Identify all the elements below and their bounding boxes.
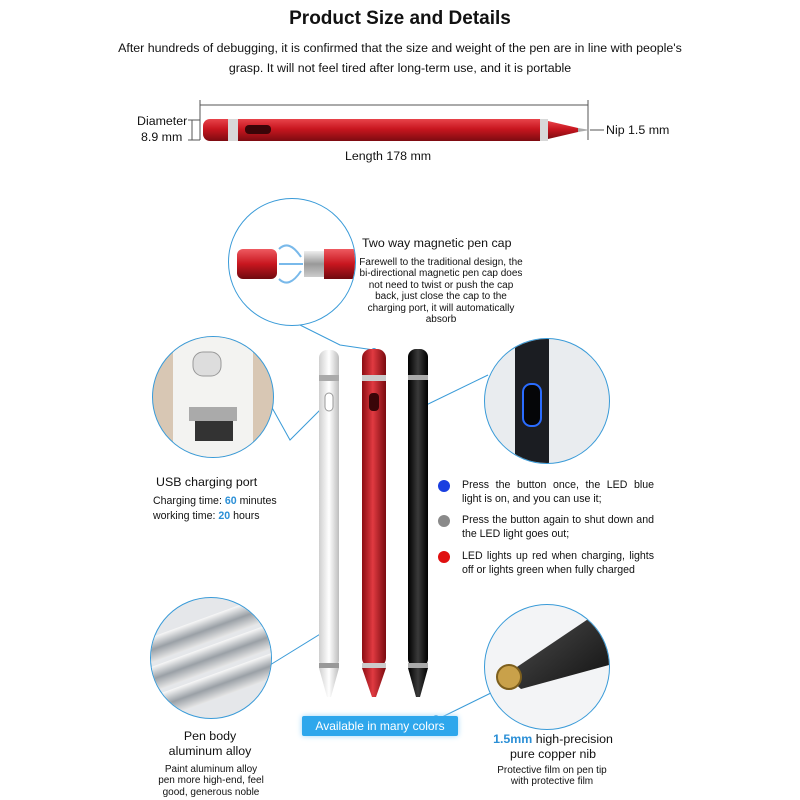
page-subtitle: After hundreds of debugging, it is confirmed that the size and weight of the pen are in line with people's grasp. It will not feel tired after long-term use, and it is portable (118, 41, 682, 75)
nib-title: 1.5mm high-precision pure copper nib (493, 732, 613, 761)
led-red-text: LED lights up red when charging, lights off or lights green when fully charged (462, 550, 654, 576)
charging-time: Charging time: 60 minutes (153, 495, 277, 507)
diameter-label: Diameter (137, 114, 188, 128)
white-pen (319, 350, 339, 697)
aluminum-desc: Paint aluminum alloy pen more high-end, feel good, generous noble (158, 764, 264, 798)
charging-time-value: 60 (224, 495, 237, 507)
red-pen (362, 349, 386, 697)
three-pens (305, 345, 445, 705)
length-label: Length 178 mm (345, 149, 432, 163)
nib-desc: Protective film on pen tip with protective film (497, 765, 607, 788)
usb-port-image (152, 336, 274, 458)
nib-size-highlight: 1.5mm (493, 732, 533, 746)
led-off-text: Press the button again to shut down and the LED light goes out; (462, 514, 654, 540)
usb-title: USB charging port (156, 475, 258, 489)
led-blue-text: Press the button once, the LED blue light is on, and you can use it; (462, 479, 654, 505)
black-pen (408, 349, 428, 697)
working-time-value: 20 (218, 510, 231, 522)
page-title: Product Size and Details (289, 8, 511, 29)
magnetic-cap-image (228, 198, 356, 326)
diameter-value: 8.9 mm (141, 130, 183, 144)
aluminum-title: Pen body aluminum alloy (168, 729, 252, 758)
nip-label: Nip 1.5 mm (606, 123, 670, 137)
magnetic-cap-title: Two way magnetic pen cap (362, 236, 512, 250)
working-time: working time: 20 hours (153, 510, 260, 522)
colors-banner: Available in many colors (302, 716, 458, 736)
magnetic-cap-desc: Farewell to the traditional design, the bi-directional magnetic pen cap does not need to twist or push the cap back, just close the cap to the charging port, it will automatically absorb (359, 257, 523, 326)
led-button-image (484, 338, 610, 464)
aluminum-body-image (150, 597, 272, 719)
copper-nib-image (484, 604, 610, 730)
